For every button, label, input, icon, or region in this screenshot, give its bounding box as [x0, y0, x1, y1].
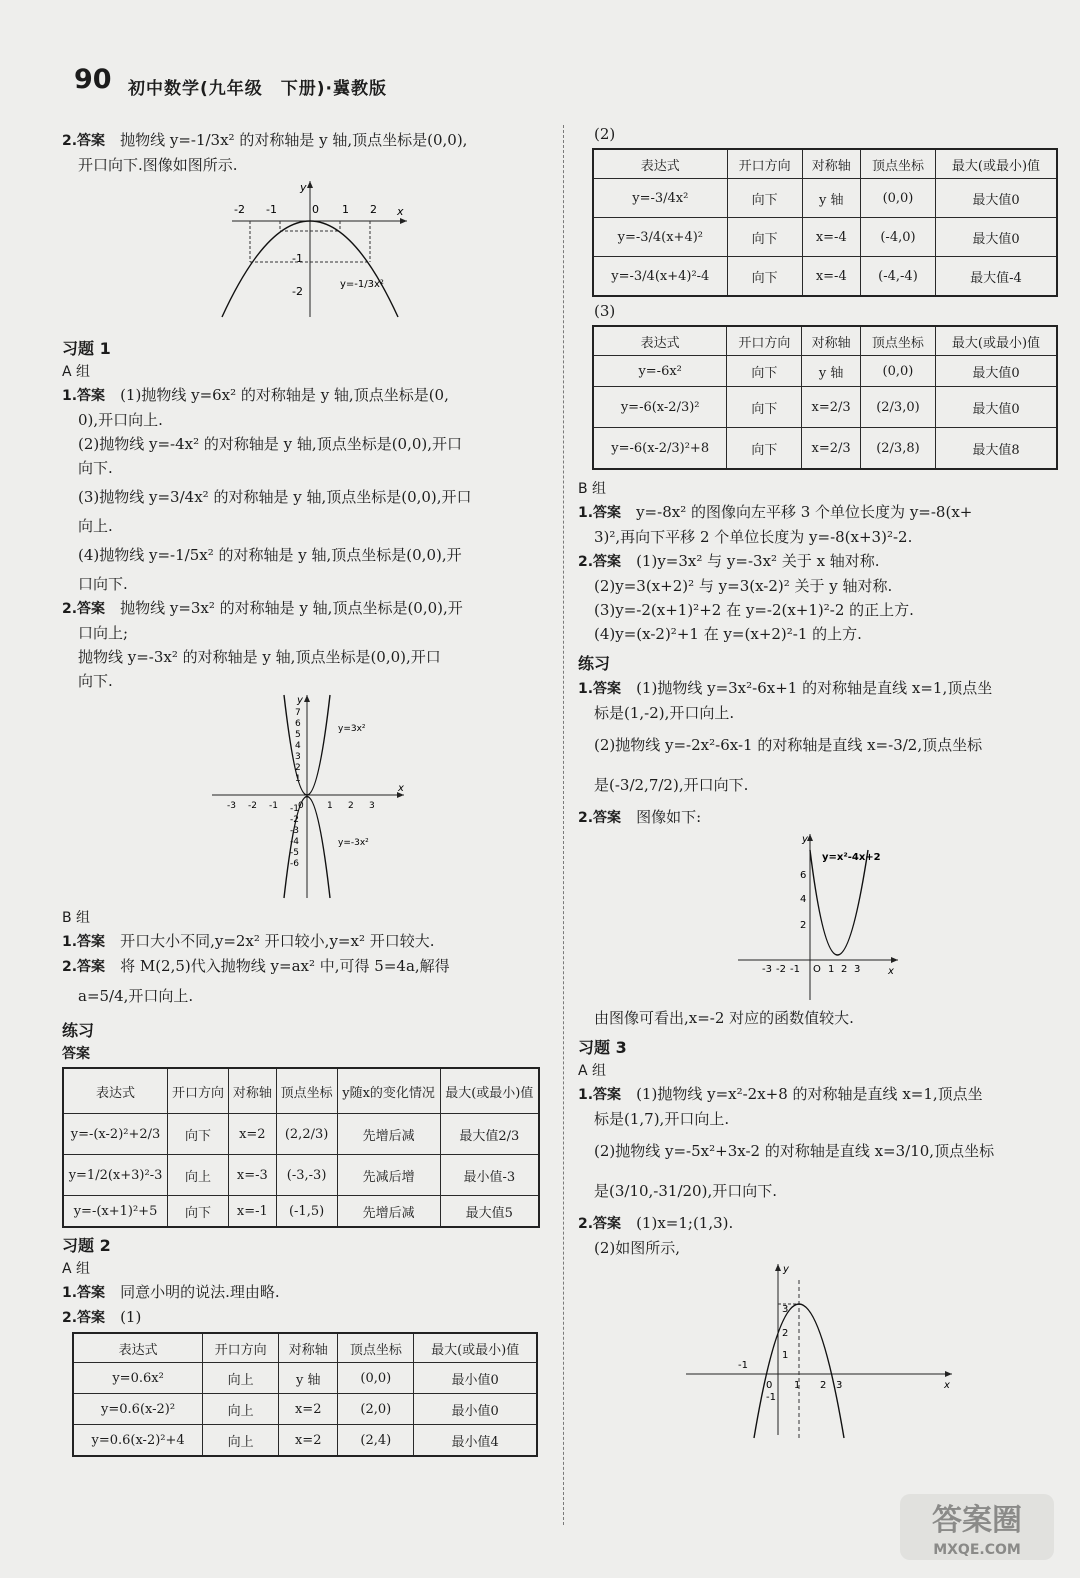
tick-label: 1 [794, 1380, 801, 1391]
answer-text: (2)如图所示, [594, 1239, 681, 1257]
answer-text: (2)抛物线 y=-5x²+3x-2 的对称轴是直线 x=3/10,顶点坐标 [594, 1142, 995, 1160]
tick-label: 1 [295, 774, 301, 784]
figure-parabolas-3x2 [62, 693, 544, 903]
answer-text: 标是(1,-2),开口向上. [594, 704, 735, 722]
answer-text: a=5/4,开口向上. [78, 987, 194, 1005]
answer-text: (1)抛物线 y=x²-2x+8 的对称轴是直线 x=1,顶点坐 [636, 1085, 983, 1103]
table-cell: y=-3/4x² [593, 179, 727, 218]
table-cell: 向下 [727, 257, 802, 297]
tick-label: 6 [295, 719, 301, 729]
answer-text: (1)抛物线 y=3x²-6x+1 的对称轴是直线 x=1,顶点坐 [636, 679, 993, 697]
table-row [593, 428, 1057, 470]
axis-label-x: x [397, 205, 404, 218]
table-header: 最大(或最小)值 [414, 1333, 537, 1363]
tick-label: 1 [828, 964, 835, 975]
table-cell: 先增后减 [337, 1196, 440, 1228]
table-cell: x=-4 [802, 257, 860, 297]
curve-label: y=x²-4x+2 [822, 852, 881, 863]
tick-label: 5 [295, 730, 301, 740]
table-cell: 最大值2/3 [440, 1114, 539, 1155]
table-row [593, 179, 1057, 218]
column-divider [563, 125, 564, 1525]
table-cell: 先减后增 [337, 1155, 440, 1196]
answer-text: 将 M(2,5)代入抛物线 y=ax² 中,可得 5=4a,解得 [120, 957, 450, 975]
answer-text: (2)抛物线 y=-2x²-6x-1 的对称轴是直线 x=-3/2,顶点坐标 [594, 736, 983, 754]
book-title: 初中数学(九年级 下册)·冀教版 [128, 79, 387, 99]
table-row [593, 387, 1057, 428]
answer-label: 2.答案 [62, 601, 106, 617]
table-cell: 最小值0 [414, 1363, 537, 1394]
axis-label-y: y [297, 695, 303, 706]
table-ex2-1 [72, 1332, 538, 1457]
table-cell: 最小值4 [414, 1425, 537, 1457]
tick-label: -4 [290, 837, 299, 847]
tick-label: 0 [298, 801, 304, 811]
curve-label: y=-3x² [338, 838, 369, 848]
tick-label: 1 [782, 1350, 789, 1361]
answer-label: 2.答案 [62, 133, 106, 149]
table-header: 最大(或最小)值 [935, 326, 1057, 356]
answer-text: 是(3/10,-31/20),开口向下. [594, 1182, 777, 1200]
table-cell: 最小值0 [414, 1394, 537, 1425]
table-cell: y=-(x-2)²+2/3 [63, 1114, 168, 1155]
axis-label-y: y [802, 834, 808, 845]
tick-label: -1 [738, 1360, 748, 1371]
table-cell: x=-1 [229, 1196, 277, 1228]
answer-text: 口向下. [78, 575, 128, 593]
group-label: A 组 [62, 1261, 91, 1277]
answer-text: (1)x=1;(1,3). [636, 1214, 734, 1232]
table-cell: (-1,5) [276, 1196, 337, 1228]
section-title: 习题 2 [62, 1236, 111, 1255]
table-cell: (-4,-4) [861, 257, 936, 297]
table-cell: y=1/2(x+3)²-3 [63, 1155, 168, 1196]
table-header: 对称轴 [279, 1333, 338, 1363]
table-cell: y=0.6(x-2)² [73, 1394, 203, 1425]
answer-text: 抛物线 y=3x² 的对称轴是 y 轴,顶点坐标是(0,0),开 [120, 599, 463, 617]
tick-label: -2 [234, 203, 245, 216]
table-cell: 向上 [203, 1425, 279, 1457]
table-cell: 向下 [727, 179, 802, 218]
group-label: A 组 [62, 364, 91, 380]
tick-label: -2 [292, 285, 303, 298]
table-cell: 最小值-3 [440, 1155, 539, 1196]
table-cell: (-4,0) [861, 218, 936, 257]
answer-text: (1) [120, 1308, 142, 1326]
curve-label: y=-1/3x² [340, 279, 384, 290]
answer-text: (3)y=-2(x+1)²+2 在 y=-2(x+1)²-2 的正上方. [594, 601, 914, 619]
tick-label: -3 [290, 826, 299, 836]
answer-text: (1)y=3x² 与 y=-3x² 关于 x 轴对称. [636, 552, 880, 570]
table-cell: y 轴 [802, 356, 861, 387]
tick-label: -2 [248, 801, 257, 811]
section-title: 习题 3 [578, 1038, 627, 1057]
tick-label: 2 [348, 801, 354, 811]
table-cell: 最大值0 [935, 218, 1057, 257]
answer-text: 标是(1,7),开口向上. [594, 1110, 730, 1128]
answer-text: (1)抛物线 y=6x² 的对称轴是 y 轴,顶点坐标是(0, [120, 386, 449, 404]
tick-label: 4 [800, 894, 807, 905]
tick-label: 7 [295, 708, 301, 718]
table-row [63, 1155, 539, 1196]
figure-parabola-neg-third [62, 177, 544, 327]
table-cell: 最大值5 [440, 1196, 539, 1228]
tick-label: 3 [369, 801, 375, 811]
table-cell: x=2/3 [802, 387, 861, 428]
table-header-row [593, 326, 1057, 356]
right-column [578, 122, 1062, 1444]
answer-text: 向下. [78, 672, 113, 690]
tick-label: -6 [290, 859, 299, 869]
answer-label: 1.答案 [578, 1087, 622, 1103]
table-cell: 向上 [203, 1394, 279, 1425]
section-title: 练习 [578, 654, 611, 673]
table-header: 顶点坐标 [860, 326, 935, 356]
curve-label: y=3x² [338, 724, 366, 734]
table-cell: 最大值0 [935, 179, 1057, 218]
table-cell: (2,4) [338, 1425, 414, 1457]
answer-label: 2.答案 [62, 1310, 106, 1326]
answer-text: 开口大小不同,y=2x² 开口较小,y=x² 开口较大. [120, 932, 435, 950]
table-header: 顶点坐标 [276, 1068, 337, 1114]
answer-text: 同意小明的说法.理由略. [120, 1283, 280, 1301]
table-cell: 向上 [168, 1155, 229, 1196]
tick-label: 6 [800, 870, 807, 881]
answer-text: 图像如下: [636, 808, 702, 826]
answer-text: (2)y=3(x+2)² 与 y=3(x-2)² 关于 y 轴对称. [594, 577, 893, 595]
tick-label: 3 [854, 964, 861, 975]
answer-text: 3)²,再向下平移 2 个单位长度为 y=-8(x+3)²-2. [594, 528, 913, 546]
tick-label: -1 [269, 801, 278, 811]
watermark-text: 答案圈 [932, 1503, 1022, 1538]
page-number: 90 [74, 64, 112, 95]
table-cell: y=-(x+1)²+5 [63, 1196, 168, 1228]
axis-label-y: y [783, 1264, 789, 1275]
tick-label: 3 [782, 1304, 789, 1315]
table-cell: (2,0) [338, 1394, 414, 1425]
table-cell: 向下 [168, 1196, 229, 1228]
table-ex2-3 [592, 325, 1058, 470]
table-cell: y 轴 [279, 1363, 338, 1394]
answer-text: 向上. [78, 517, 113, 535]
answer-text: (2)抛物线 y=-4x² 的对称轴是 y 轴,顶点坐标是(0,0),开口 [78, 435, 463, 453]
tick-label: 1 [327, 801, 333, 811]
table-header: 对称轴 [229, 1068, 277, 1114]
table-cell: 最大值0 [935, 387, 1057, 428]
table-row [73, 1394, 537, 1425]
table-header: 表达式 [593, 149, 727, 179]
answer-label: 2.答案 [578, 554, 622, 570]
table-header: 开口方向 [727, 149, 802, 179]
group-label: A 组 [578, 1063, 607, 1079]
answer-label: 1.答案 [62, 1285, 106, 1301]
table-header-row [593, 149, 1057, 179]
table-cell: y=0.6(x-2)²+4 [73, 1425, 203, 1457]
tick-label: -2 [776, 964, 786, 975]
table-cell: y=0.6x² [73, 1363, 203, 1394]
table-practice [62, 1067, 540, 1228]
subpart-label: (3) [594, 302, 616, 320]
answer-text: (4)y=(x-2)²+1 在 y=(x+2)²-1 的上方. [594, 625, 862, 643]
table-header: 开口方向 [168, 1068, 229, 1114]
table-header: y随x的变化情况 [337, 1068, 440, 1114]
table-cell: x=2 [279, 1425, 338, 1457]
table-cell: 向下 [727, 428, 802, 470]
table-ex2-2 [592, 148, 1058, 297]
axis-label-y: y [300, 181, 307, 194]
tick-label: -1 [292, 252, 303, 265]
table-cell: 最大值-4 [935, 257, 1057, 297]
table-cell: (-3,-3) [276, 1155, 337, 1196]
left-column [62, 128, 544, 1459]
subpart-label: (2) [594, 125, 616, 143]
tick-label: -5 [290, 848, 299, 858]
table-header-row [73, 1333, 537, 1363]
table-header: 对称轴 [802, 149, 860, 179]
axis-label-x: x [888, 966, 894, 977]
figure-parabola-x2-4x-2 [578, 830, 1062, 1002]
answer-label: 2.答案 [578, 1216, 622, 1232]
group-label: B 组 [62, 910, 91, 926]
answer-text: 向下. [78, 459, 113, 477]
table-header: 最大(或最小)值 [935, 149, 1057, 179]
section-title: 练习 [62, 1021, 95, 1040]
table-cell: (2/3,8) [860, 428, 935, 470]
table-row [593, 218, 1057, 257]
tick-label: -2 [290, 815, 299, 825]
table-cell: (0,0) [338, 1363, 414, 1394]
tick-label: 3 [836, 1380, 843, 1391]
table-cell: 向下 [727, 387, 802, 428]
tick-label: -1 [766, 1392, 776, 1403]
tick-label: 2 [295, 763, 301, 773]
tick-label: -1 [290, 804, 299, 814]
watermark-url: MXQE.COM [933, 1542, 1021, 1558]
table-cell: x=-4 [802, 218, 860, 257]
table-header: 开口方向 [203, 1333, 279, 1363]
watermark-logo [898, 1492, 1056, 1562]
group-label: B 组 [578, 481, 607, 497]
answer-label: 2.答案 [578, 810, 622, 826]
table-cell: (0,0) [860, 356, 935, 387]
table-header-row [63, 1068, 539, 1114]
answer-text: y=-8x² 的图像向左平移 3 个单位长度为 y=-8(x+ [636, 503, 973, 521]
answer-text: 口向上; [78, 624, 129, 642]
tick-label: 2 [370, 203, 377, 216]
answer-label: 答案 [62, 1046, 90, 1062]
answer-text: 0),开口向上. [78, 411, 163, 429]
table-header: 表达式 [63, 1068, 168, 1114]
table-row [63, 1196, 539, 1228]
table-row [593, 257, 1057, 297]
section-title: 习题 1 [62, 339, 111, 358]
table-cell: x=2/3 [802, 428, 861, 470]
table-header: 顶点坐标 [338, 1333, 414, 1363]
answer-text: 抛物线 y=-1/3x² 的对称轴是 y 轴,顶点坐标是(0,0), [120, 131, 468, 149]
figure-parabola-ex3 [578, 1260, 1062, 1440]
table-header: 表达式 [593, 326, 727, 356]
answer-text: (3)抛物线 y=3/4x² 的对称轴是 y 轴,顶点坐标是(0,0),开口 [78, 488, 472, 506]
table-cell: y=-3/4(x+4)² [593, 218, 727, 257]
table-cell: (2/3,0) [860, 387, 935, 428]
table-cell: y=-6(x-2/3)²+8 [593, 428, 727, 470]
answer-label: 1.答案 [578, 505, 622, 521]
tick-label: O [813, 964, 821, 975]
tick-label: 0 [312, 203, 319, 216]
table-cell: y=-6(x-2/3)² [593, 387, 727, 428]
table-cell: 向上 [203, 1363, 279, 1394]
tick-label: -1 [790, 964, 800, 975]
table-cell: 先增后减 [337, 1114, 440, 1155]
tick-label: 3 [295, 752, 301, 762]
answer-text: 抛物线 y=-3x² 的对称轴是 y 轴,顶点坐标是(0,0),开口 [78, 648, 441, 666]
table-row [73, 1425, 537, 1457]
answer-label: 1.答案 [62, 934, 106, 950]
table-row [593, 356, 1057, 387]
table-cell: y 轴 [802, 179, 860, 218]
table-header: 开口方向 [727, 326, 802, 356]
table-cell: x=2 [229, 1114, 277, 1155]
tick-label: 1 [342, 203, 349, 216]
table-row [63, 1114, 539, 1155]
answer-label: 2.答案 [62, 959, 106, 975]
table-cell: (0,0) [861, 179, 936, 218]
tick-label: 2 [782, 1328, 789, 1339]
table-cell: y=-3/4(x+4)²-4 [593, 257, 727, 297]
answer-line [62, 128, 544, 153]
table-cell: x=-3 [229, 1155, 277, 1196]
table-cell: (2,2/3) [276, 1114, 337, 1155]
table-header: 最大(或最小)值 [440, 1068, 539, 1114]
parabola-curve [810, 850, 868, 955]
table-header: 对称轴 [802, 326, 861, 356]
table-cell: 向下 [727, 218, 802, 257]
tick-label: 2 [820, 1380, 827, 1391]
page-header [70, 64, 1050, 104]
table-header: 顶点坐标 [861, 149, 936, 179]
tick-label: -3 [227, 801, 236, 811]
tick-label: 2 [800, 920, 807, 931]
table-cell: y=-6x² [593, 356, 727, 387]
table-cell: x=2 [279, 1394, 338, 1425]
answer-text: 由图像可看出,x=-2 对应的函数值较大. [594, 1009, 854, 1027]
answer-label: 1.答案 [62, 388, 106, 404]
table-row [73, 1363, 537, 1394]
table-cell: 最大值0 [935, 356, 1057, 387]
answer-text: 开口向下.图像如图所示. [78, 156, 238, 174]
table-cell: 向下 [168, 1114, 229, 1155]
table-cell: 向下 [727, 356, 802, 387]
tick-label: -1 [266, 203, 277, 216]
table-header: 表达式 [73, 1333, 203, 1363]
axis-label-x: x [944, 1380, 950, 1391]
answer-text: (4)抛物线 y=-1/5x² 的对称轴是 y 轴,顶点坐标是(0,0),开 [78, 546, 462, 564]
answer-text: 是(-3/2,7/2),开口向下. [594, 776, 749, 794]
tick-label: 2 [841, 964, 848, 975]
tick-label: -3 [762, 964, 772, 975]
axis-label-x: x [398, 783, 404, 794]
tick-label: 0 [766, 1380, 773, 1391]
table-cell: 最大值8 [935, 428, 1057, 470]
tick-label: 4 [295, 741, 301, 751]
answer-label: 1.答案 [578, 681, 622, 697]
